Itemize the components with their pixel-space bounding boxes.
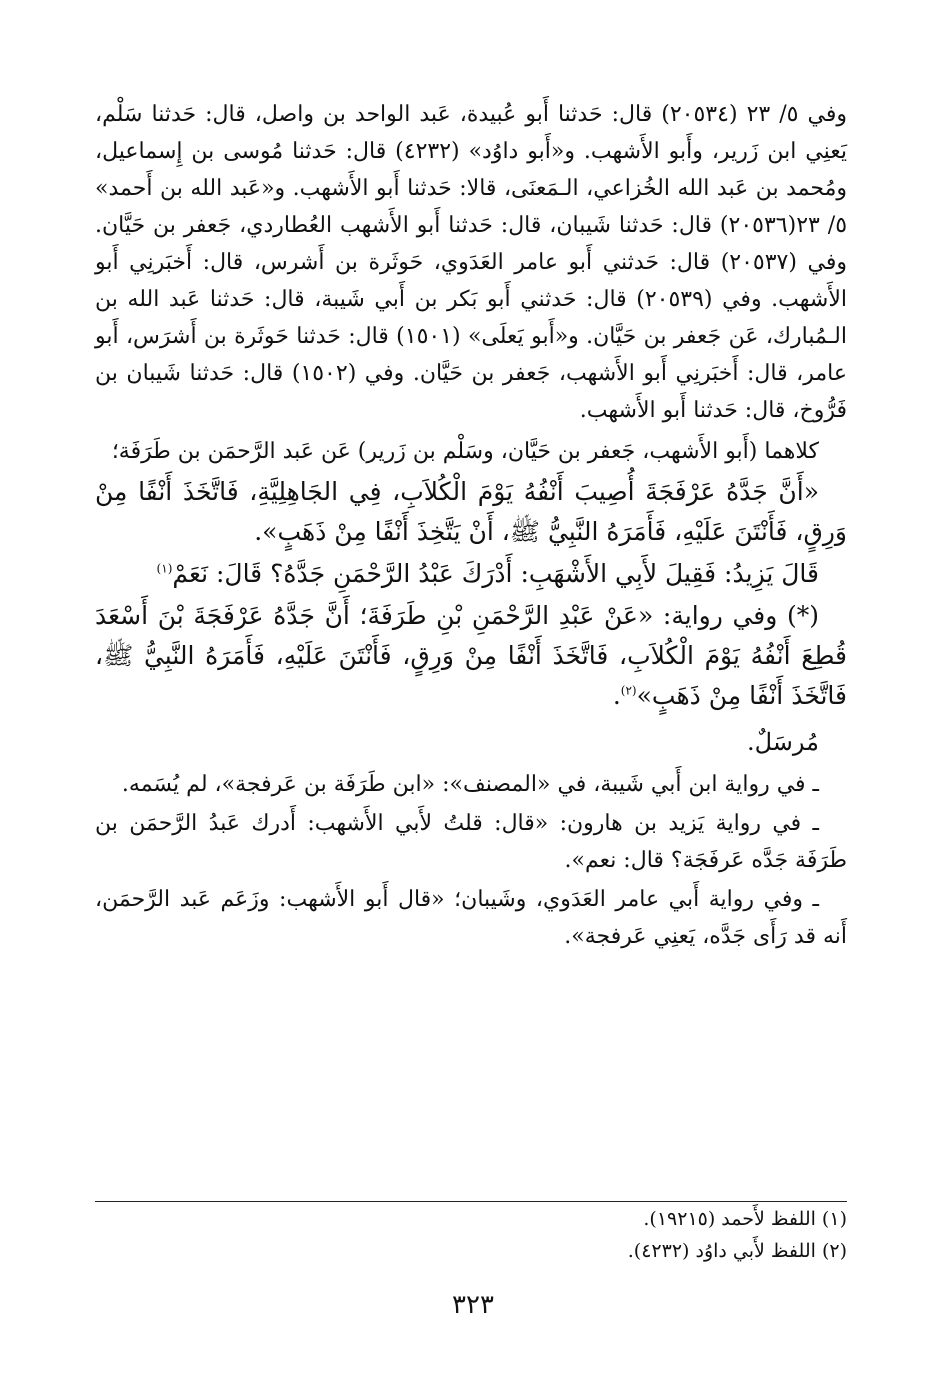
footnote-divider [95,1201,847,1202]
hadith-matn: «أَنَّ جَدَّهُ عَرْفَجَةَ أُصِيبَ أَنْفُهُ يَوْمَ الْكُلاَبِ، فِي الجَاهِلِيَّةِ، فَاتَّخَذَ أَنْفًا مِنْ وَرِقٍ، فَأَنْتَنَ عَلَيْهِ، فَأَمَرَهُ النَّبِيُّ ﷺ، أَنْ يَتَّخِذَ أَنْفًا مِنْ ذَهَبٍ». [95,477,847,546]
page-number: ٣٢٣ [452,1290,494,1320]
footnote-2: (٢) اللفظ لأَبي داوُد (٤٢٣٢). [627,1240,847,1262]
isnad-chain-paragraph: وفي ٥/ ٢٣ (٢٠٥٣٤) قال: حَدثنا أَبو عُبيدة، عَبد الواحد بن واصل، قال: حَدثنا سَلْم، يَعنِي ابن زَرير، وأَبو الأَشهب. و«أَبو داوُد» (٤٢٣٢) قال: حَدثنا مُوسى بن إِسماعيل، ومُحمد بن عَبد الله الخُزاعي، الـمَعنَى، قالا: حَدثنا أَبو الأَشهب. و«عَبد الله بن أَحمد» ٥/ ٢٣(٢٠٥٣٦) قال: حَدثنا شَيبان، قال: حَدثنا أَبو الأَشهب العُطاردي، جَعفر بن حَيَّان. وفي (٢٠٥٣٧) قال: حَدثني أَبو عامر العَدَوي، حَوثَرة بن أَشرس، قال: أَخبَرنِي أَبو الأَشهب. وفي (٢٠٥٣٩) قال: حَدثني أَبو بَكر بن أَبي شَيبة، قال: حَدثنا عَبد الله بن الـمُبارك، عَن جَعفر بن حَيَّان. و«أَبو يَعلَى» (١٥٠١) قال: حَدثنا حَوثَرة بن أَشرَس، أَبو عامر، قال: أَخبَرنِي أَبو الأَشهب، جَعفر بن حَيَّان. وفي (١٥٠٢) قال: حَدثنا شَيبان بن فَرُّوخ، قال: حَدثنا أَبو الأَشهب. [95,102,848,423]
note-yazid-ibn-harun: ـ في رواية يَزيد بن هارون: «قال: قلتُ لأَبي الأَشهب: أَدرك عَبدُ الرَّحمَن بن طَرَفَة جَدَّه عَرفَجَة؟ قال: نعم». [95,811,847,873]
footnote-ref-2: (٢) [620,683,637,698]
footnotes [95,1203,847,1267]
footnote-1: (١) اللفظ لأَحمد (١٩٢١٥). [643,1208,847,1230]
yazid-question [95,554,847,594]
alternate-riwaya-text: (*) وفي رواية: «عَنْ عَبْدِ الرَّحْمَنِ بْنِ طَرَفَةَ؛ أَنَّ جَدَّهُ عَرْفَجَةَ بْنَ أَسْعَدَ قُطِعَ أَنْفُهُ يَوْمَ الْكُلاَبِ، فَاتَّخَذَ أَنْفًا مِنْ وَرِقٍ، فَأَنْتَنَ عَلَيْهِ، فَأَمَرَهُ النَّبِيُّ ﷺ، فَاتَّخَذَ أَنْفًا مِنْ ذَهَبٍ» [95,601,847,710]
note-ibn-abi-shayba: ـ في رواية ابن أَبي شَيبة، في «المصنف»: «ابن طَرَفَة بن عَرفجة»، لم يُسَمه. [121,772,819,797]
footnote-ref-1: (١) [156,561,173,576]
note-abu-amir: ـ وفي رواية أَبي عامر العَدَوي، وشَيبان؛ «قال أَبو الأَشهب: وزَعَم عَبد الرَّحمَن، أَنه قد رَأَى جَدَّه، يَعنِي عَرفجة». [95,887,847,949]
mursal-ruling: مُرسَلٌ. [746,728,819,756]
kilahuma-paragraph: كلاهما (أَبو الأَشهب، جَعفر بن حَيَّان، وسَلْم بن زَرير) عَن عَبد الرَّحمَن بن طَرَفَة؛ [111,439,819,464]
alternate-riwaya: (*) وفي رواية: «عَنْ عَبْدِ الرَّحْمَنِ بْنِ طَرَفَةَ؛ أَنَّ جَدَّهُ عَرْفَجَةَ بْنَ أَسْعَدَ قُطِعَ أَنْفُهُ يَوْمَ الْكُلاَبِ، فَاتَّخَذَ أَنْفًا مِنْ وَرِقٍ، فَأَنْتَنَ عَلَيْهِ، فَأَمَرَهُ النَّبِيُّ ﷺ، فَاتَّخَذَ أَنْفًا مِنْ ذَهَبٍ»$^{(٢)}$. [95,601,847,710]
yazid-question-text: قَالَ يَزِيدُ: فَقِيلَ لأَبِي الأَشْهَبِ: أَدْرَكَ عَبْدُ الرَّحْمَنِ جَدَّهُ؟ قَالَ: نَعَمْ [172,559,819,588]
page-body [95,96,847,957]
